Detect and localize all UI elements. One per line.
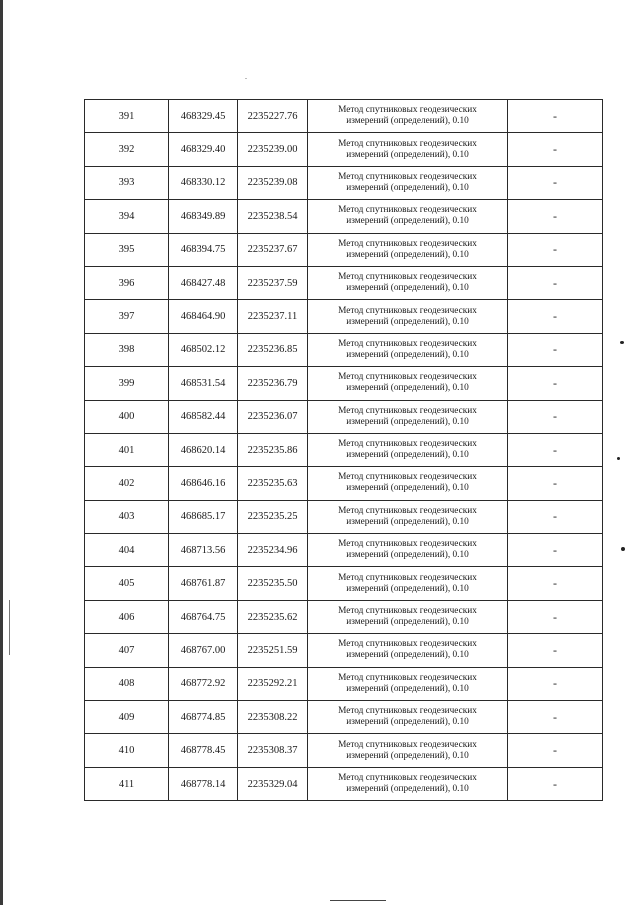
determination-method xyxy=(308,667,508,700)
coordinate-x: 468329.45 xyxy=(169,100,238,133)
table-row xyxy=(85,667,603,700)
method-line-2: измерений (определений), 0.10 xyxy=(346,650,469,661)
method-line-1: Метод спутниковых геодезических xyxy=(338,706,477,717)
note-dash: - xyxy=(508,300,603,333)
note-dash: - xyxy=(508,333,603,366)
scan-speck xyxy=(620,341,624,344)
point-number: 395 xyxy=(85,233,169,266)
coordinate-y: 2235237.59 xyxy=(238,266,308,299)
method-line-2: измерений (определений), 0.10 xyxy=(346,149,469,160)
method-line-1: Метод спутниковых геодезических xyxy=(338,773,477,783)
determination-method xyxy=(308,200,508,233)
method-line-1: Метод спутниковых геодезических xyxy=(338,439,477,450)
method-line-2: измерений (определений), 0.10 xyxy=(346,450,469,461)
coordinate-y: 2235251.59 xyxy=(238,634,308,667)
note-dash: - xyxy=(508,767,603,800)
note-dash: - xyxy=(508,233,603,266)
method-line-1: Метод спутниковых геодезических xyxy=(338,171,477,182)
method-line-1: Метод спутниковых геодезических xyxy=(338,138,477,149)
determination-method xyxy=(308,734,508,767)
note-dash: - xyxy=(508,133,603,166)
table-row xyxy=(85,734,603,767)
coordinate-x: 468767.00 xyxy=(169,634,238,667)
table-row xyxy=(85,133,603,166)
determination-method xyxy=(308,166,508,199)
determination-method xyxy=(308,634,508,667)
point-number: 406 xyxy=(85,600,169,633)
determination-method xyxy=(308,300,508,333)
method-line-2: измерений (определений), 0.10 xyxy=(346,283,469,294)
table-row xyxy=(85,233,603,266)
determination-method xyxy=(308,767,508,800)
coordinate-x: 468772.92 xyxy=(169,667,238,700)
point-number: 409 xyxy=(85,701,169,734)
coordinate-y: 2235236.85 xyxy=(238,333,308,366)
point-number: 407 xyxy=(85,634,169,667)
determination-method xyxy=(308,500,508,533)
table-row xyxy=(85,166,603,199)
method-line-2: измерений (определений), 0.10 xyxy=(346,383,469,394)
coordinate-y: 2235292.21 xyxy=(238,667,308,700)
note-dash: - xyxy=(508,400,603,433)
note-dash: - xyxy=(508,467,603,500)
method-line-1: Метод спутниковых геодезических xyxy=(338,639,477,650)
determination-method xyxy=(308,701,508,734)
method-line-2: измерений (определений), 0.10 xyxy=(346,617,469,628)
method-line-2: измерений (определений), 0.10 xyxy=(346,349,469,360)
method-line-2: измерений (определений), 0.10 xyxy=(346,216,469,227)
coordinate-y: 2235237.11 xyxy=(238,300,308,333)
method-line-2: измерений (определений), 0.10 xyxy=(346,116,469,127)
coordinate-x: 468685.17 xyxy=(169,500,238,533)
method-line-2: измерений (определений), 0.10 xyxy=(346,717,469,728)
table-row xyxy=(85,266,603,299)
note-dash: - xyxy=(508,634,603,667)
coordinate-y: 2235238.54 xyxy=(238,200,308,233)
coordinate-y: 2235235.50 xyxy=(238,567,308,600)
table-row xyxy=(85,500,603,533)
coordinate-x: 468531.54 xyxy=(169,367,238,400)
point-number: 408 xyxy=(85,667,169,700)
point-number: 402 xyxy=(85,467,169,500)
coordinate-x: 468778.45 xyxy=(169,734,238,767)
determination-method xyxy=(308,534,508,567)
method-line-1: Метод спутниковых геодезических xyxy=(338,305,477,316)
determination-method xyxy=(308,266,508,299)
note-dash: - xyxy=(508,667,603,700)
method-line-2: измерений (определений), 0.10 xyxy=(346,784,469,794)
note-dash: - xyxy=(508,166,603,199)
method-line-2: измерений (определений), 0.10 xyxy=(346,249,469,260)
point-number: 401 xyxy=(85,433,169,466)
table-row xyxy=(85,100,603,133)
table-row xyxy=(85,367,603,400)
note-dash: - xyxy=(508,100,603,133)
coordinate-x: 468713.56 xyxy=(169,534,238,567)
point-number: 394 xyxy=(85,200,169,233)
coordinate-y: 2235239.00 xyxy=(238,133,308,166)
determination-method xyxy=(308,433,508,466)
coordinate-x: 468774.85 xyxy=(169,701,238,734)
coordinate-y: 2235236.79 xyxy=(238,367,308,400)
point-number: 396 xyxy=(85,266,169,299)
table-row xyxy=(85,433,603,466)
note-dash: - xyxy=(508,266,603,299)
method-line-1: Метод спутниковых геодезических xyxy=(338,472,477,483)
point-number: 411 xyxy=(85,767,169,800)
point-number: 410 xyxy=(85,734,169,767)
method-line-1: Метод спутниковых геодезических xyxy=(338,205,477,216)
note-dash: - xyxy=(508,534,603,567)
determination-method xyxy=(308,400,508,433)
method-line-2: измерений (определений), 0.10 xyxy=(346,182,469,193)
method-line-1: Метод спутниковых геодезических xyxy=(338,539,477,550)
coordinate-x: 468427.48 xyxy=(169,266,238,299)
coordinate-x: 468761.87 xyxy=(169,567,238,600)
scan-left-edge xyxy=(0,0,3,905)
coordinate-y: 2235308.22 xyxy=(238,701,308,734)
coordinate-x: 468620.14 xyxy=(169,433,238,466)
note-dash: - xyxy=(508,500,603,533)
method-line-2: измерений (определений), 0.10 xyxy=(346,316,469,327)
scan-speck xyxy=(617,457,620,460)
method-line-1: Метод спутниковых геодезических xyxy=(338,739,477,750)
point-number: 403 xyxy=(85,500,169,533)
coordinate-x: 468329.40 xyxy=(169,133,238,166)
coordinate-y: 2235235.63 xyxy=(238,467,308,500)
coordinate-x: 468330.12 xyxy=(169,166,238,199)
coordinate-y: 2235308.37 xyxy=(238,734,308,767)
coordinate-y: 2235235.62 xyxy=(238,600,308,633)
determination-method xyxy=(308,333,508,366)
point-number: 399 xyxy=(85,367,169,400)
method-line-1: Метод спутниковых геодезических xyxy=(338,338,477,349)
point-number: 400 xyxy=(85,400,169,433)
note-dash: - xyxy=(508,567,603,600)
determination-method xyxy=(308,567,508,600)
method-line-1: Метод спутниковых геодезических xyxy=(338,672,477,683)
coordinate-y: 2235236.07 xyxy=(238,400,308,433)
coordinate-y: 2235235.86 xyxy=(238,433,308,466)
determination-method xyxy=(308,367,508,400)
table-row xyxy=(85,701,603,734)
method-line-2: измерений (определений), 0.10 xyxy=(346,416,469,427)
coordinate-x: 468646.16 xyxy=(169,467,238,500)
coordinate-y: 2235234.96 xyxy=(238,534,308,567)
coordinate-y: 2235329.04 xyxy=(238,767,308,800)
point-number: 405 xyxy=(85,567,169,600)
page-footer-line xyxy=(330,900,386,901)
determination-method xyxy=(308,600,508,633)
table-row xyxy=(85,767,603,800)
table-row xyxy=(85,600,603,633)
coordinate-x: 468349.89 xyxy=(169,200,238,233)
method-line-1: Метод спутниковых геодезических xyxy=(338,272,477,283)
determination-method xyxy=(308,467,508,500)
note-dash: - xyxy=(508,600,603,633)
coordinate-y: 2235239.08 xyxy=(238,166,308,199)
coordinate-x: 468394.75 xyxy=(169,233,238,266)
method-line-1: Метод спутниковых геодезических xyxy=(338,572,477,583)
coordinate-y: 2235227.76 xyxy=(238,100,308,133)
point-number: 404 xyxy=(85,534,169,567)
point-number: 391 xyxy=(85,100,169,133)
table-row xyxy=(85,567,603,600)
note-dash: - xyxy=(508,200,603,233)
method-line-2: измерений (определений), 0.10 xyxy=(346,750,469,761)
note-dash: - xyxy=(508,734,603,767)
scan-speck xyxy=(621,547,625,551)
scan-speck xyxy=(245,78,247,79)
method-line-2: измерений (определений), 0.10 xyxy=(346,583,469,594)
coordinate-x: 468464.90 xyxy=(169,300,238,333)
method-line-2: измерений (определений), 0.10 xyxy=(346,550,469,561)
method-line-1: Метод спутниковых геодезических xyxy=(338,606,477,617)
note-dash: - xyxy=(508,701,603,734)
method-line-1: Метод спутниковых геодезических xyxy=(338,405,477,416)
table-row xyxy=(85,300,603,333)
scan-edge-mark xyxy=(9,600,10,655)
coordinate-x: 468778.14 xyxy=(169,767,238,800)
point-number: 393 xyxy=(85,166,169,199)
method-line-1: Метод спутниковых геодезических xyxy=(338,238,477,249)
coordinates-table xyxy=(84,99,603,801)
coordinate-x: 468764.75 xyxy=(169,600,238,633)
point-number: 398 xyxy=(85,333,169,366)
method-line-1: Метод спутниковых геодезических xyxy=(338,505,477,516)
table-row xyxy=(85,534,603,567)
coordinate-y: 2235237.67 xyxy=(238,233,308,266)
table-row xyxy=(85,333,603,366)
determination-method xyxy=(308,100,508,133)
point-number: 397 xyxy=(85,300,169,333)
table-row xyxy=(85,200,603,233)
note-dash: - xyxy=(508,367,603,400)
note-dash: - xyxy=(508,433,603,466)
method-line-2: измерений (определений), 0.10 xyxy=(346,683,469,694)
method-line-1: Метод спутниковых геодезических xyxy=(338,105,477,116)
method-line-2: измерений (определений), 0.10 xyxy=(346,516,469,527)
method-line-1: Метод спутниковых геодезических xyxy=(338,372,477,383)
coordinate-x: 468582.44 xyxy=(169,400,238,433)
point-number: 392 xyxy=(85,133,169,166)
method-line-2: измерений (определений), 0.10 xyxy=(346,483,469,494)
table-row xyxy=(85,400,603,433)
coordinate-x: 468502.12 xyxy=(169,333,238,366)
determination-method xyxy=(308,233,508,266)
coordinates-table-body xyxy=(85,100,603,801)
coordinate-y: 2235235.25 xyxy=(238,500,308,533)
table-row xyxy=(85,634,603,667)
determination-method xyxy=(308,133,508,166)
table-row xyxy=(85,467,603,500)
